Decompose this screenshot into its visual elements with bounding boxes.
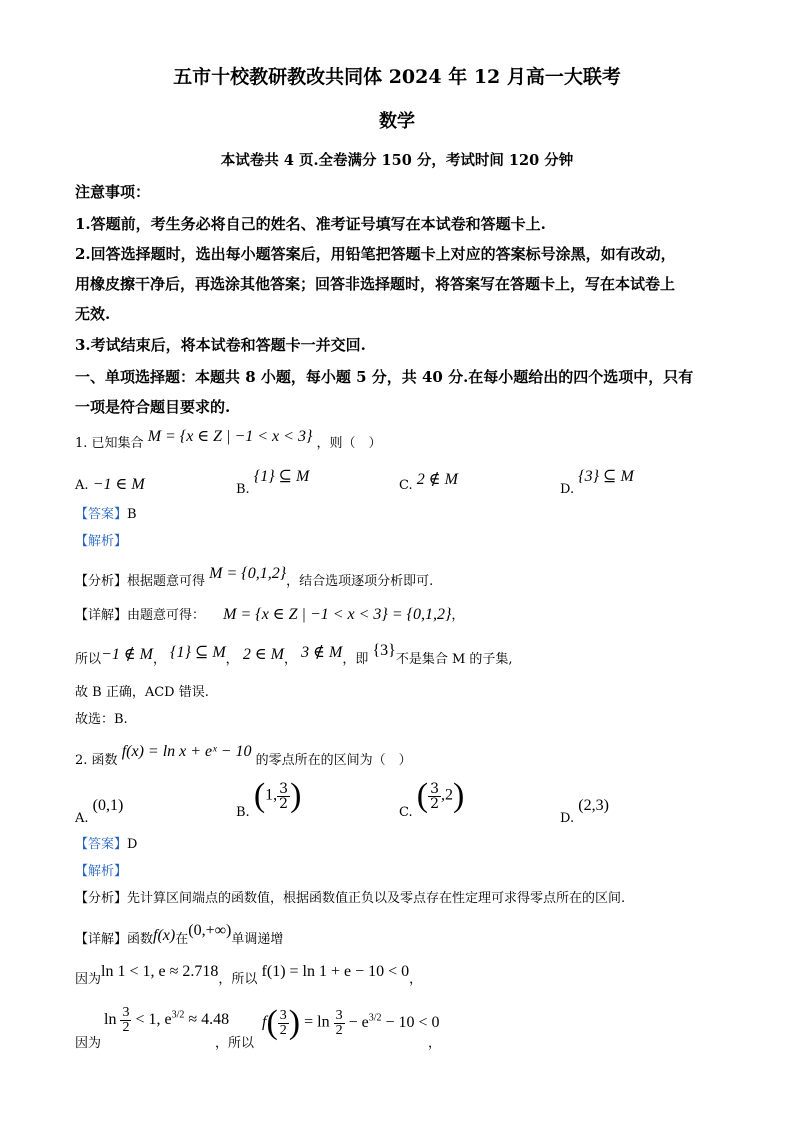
note-item-2-line1: 2.回答选择题时，选出每小题答案后，用铅笔把答题卡上对应的答案标号涂黑，如有改动， — [75, 245, 676, 263]
q1-option-a — [75, 474, 145, 494]
q2-option-c-frac — [428, 782, 441, 811]
q2-fenxi-text: 先计算区间端点的函数值，根据函数值正负以及零点存在性定理可求得零点所在的区间. — [127, 891, 626, 906]
q2-stem — [75, 743, 412, 769]
q1-detail-math: M = {x ∈ Z | −1 < x < 3} = {0,1,2} — [223, 606, 452, 623]
q2-option-c-right: ,2 — [441, 786, 454, 804]
q2-because2-mid: ，所以 — [215, 1036, 255, 1051]
q1-so-tail: 不是集合 M 的子集, — [395, 652, 513, 667]
q2-option-c-rparen: ) — [453, 777, 465, 814]
q2-detail-text3: 单调递增 — [231, 932, 284, 947]
q2-because2-ineq: < 1, $e^{3/2}$ ≈ — [135, 1009, 202, 1029]
q1-so-ji: ，即 — [342, 652, 369, 667]
q2-option-d-label: D. — [560, 811, 575, 826]
q2-because2-frac — [120, 1006, 131, 1035]
q2-because2-result — [262, 1004, 440, 1042]
notes-heading: 注意事项： — [75, 183, 151, 201]
q2-detail — [75, 922, 284, 948]
q2-because2-rparen: ) — [288, 1004, 301, 1041]
q1-fenxi-text1: 根据题意可得 — [127, 574, 206, 589]
q2-detail-tag: 【详解】 — [75, 932, 128, 947]
q1-analysis-tag: 【解析】 — [75, 534, 128, 549]
q1-option-b-math: {1} ⊆ M — [253, 468, 310, 485]
q1-answer — [75, 503, 137, 522]
q2-option-b-lparen: ( — [253, 777, 266, 814]
q2-because2-den2: 2 — [335, 1022, 343, 1038]
q1-so-line — [75, 642, 513, 668]
q2-because2-num2: 3 — [335, 1007, 343, 1023]
q2-because2-tail: − $e^{3/2} - 10 < 0$ — [348, 1012, 440, 1031]
q2-option-c-num: 3 — [430, 780, 440, 797]
q1-set-def: M = {x ∈ Z | −1 < x < 3} — [147, 428, 313, 445]
exam-title: 五市十校教研教改共同体 2024 年 12 月高一大联考 — [173, 66, 621, 88]
section1-line2: 一项是符合题目要求的. — [75, 398, 231, 416]
note-item-3: 3.考试结束后，将本试卷和答题卡一并交回. — [75, 336, 366, 354]
q1-fenxi-tag: 【分析】 — [75, 574, 128, 589]
q2-option-b-left: 1, — [265, 786, 278, 804]
q2-fenxi — [75, 887, 625, 906]
q2-func: f(x) = ln x + eˣ − 10 — [121, 743, 252, 760]
q2-because2-f: f — [262, 1013, 267, 1031]
note-item-2-line2: 用橡皮擦干净后，再选涂其他答案；回答非选择题时，将答案写在答题卡上，写在本试卷上 — [75, 275, 676, 293]
q1-so-item-1: −1 ∉ M — [101, 646, 153, 663]
q1-fenxi — [75, 565, 434, 590]
q2-because2-arg-den: 2 — [279, 1022, 287, 1038]
q2-because2-end: ， — [428, 1036, 442, 1051]
q2-because2-prefix: 因为 — [75, 1036, 102, 1051]
q2-because2-approx: 4.48 — [201, 1011, 230, 1029]
q1-final: 故选：B. — [75, 712, 128, 727]
note-item-2-line3: 无效. — [75, 305, 111, 323]
q2-option-c — [399, 777, 465, 820]
q2-detail-fx: f(x) — [153, 927, 176, 944]
q1-option-c-math: 2 ∉ M — [416, 471, 458, 488]
q2-because2-eq: = ln — [304, 1013, 330, 1031]
q1-fenxi-text2: ，结合选项逐项分析即可. — [286, 574, 434, 589]
q1-so-prefix: 所以 — [75, 652, 102, 667]
q1-option-b-label: B. — [236, 482, 250, 497]
q2-answer-value: D — [127, 837, 138, 852]
q2-because1-prefix: 因为 — [75, 972, 102, 987]
q2-option-c-label: C. — [399, 804, 413, 820]
q2-option-a-label: A. — [75, 811, 89, 826]
q2-option-a-math: (0,1) — [92, 797, 124, 814]
q1-detail-end: ， — [451, 608, 465, 623]
q1-option-d — [560, 466, 634, 497]
q1-so-sep-2: ， — [225, 652, 239, 667]
q1-so-sep-1: ， — [152, 652, 166, 667]
q2-option-d-math: (2,3) — [578, 797, 609, 814]
q2-answer — [75, 833, 137, 852]
q2-detail-interval: (0,+∞) — [188, 922, 232, 939]
q1-option-d-label: D. — [560, 482, 575, 497]
q2-analysis-tag: 【解析】 — [75, 864, 128, 879]
q2-option-a — [75, 797, 124, 826]
q1-so-item-2: {1} ⊆ M — [170, 644, 226, 661]
q2-detail-text1: 函数 — [127, 932, 154, 947]
q2-because1-mid: ，所以 — [218, 972, 258, 987]
q1-prefix: 1. 已知集合 — [75, 436, 144, 451]
q2-answer-tag: 【答案】 — [75, 837, 128, 852]
q1-so-set: {3} — [372, 642, 396, 659]
q1-answer-value: B — [127, 507, 137, 522]
q2-because2-arg-num: 3 — [279, 1007, 287, 1023]
q1-so-sep-3: ， — [284, 652, 298, 667]
q2-because2-frac2 — [334, 1009, 345, 1038]
q1-option-b — [236, 466, 310, 497]
q2-because1-result: f(1) = ln 1 + e − 10 < 0 — [261, 963, 410, 980]
q2-prefix: 2. 函数 — [75, 753, 118, 768]
q1-option-a-math: −1 ∈ M — [92, 476, 145, 493]
q1-option-c — [399, 471, 458, 494]
q1-stem — [75, 428, 382, 452]
q2-because2-lparen: ( — [266, 1004, 278, 1041]
q1-option-d-math: {3} ⊆ M — [578, 468, 634, 485]
q2-option-d — [560, 797, 609, 826]
q2-option-b-label: B. — [236, 804, 250, 820]
q1-so-item-4: 3 ∉ M — [301, 644, 343, 661]
q1-detail-tag: 【详解】 — [75, 608, 128, 623]
q2-because1 — [75, 963, 423, 988]
q2-option-b — [236, 777, 302, 820]
q2-option-b-frac — [277, 782, 290, 811]
q2-option-b-rparen: ) — [290, 777, 302, 814]
q1-detail — [75, 604, 464, 624]
q2-fenxi-tag: 【分析】 — [75, 891, 128, 906]
q1-option-a-label: A. — [75, 478, 89, 493]
subject-title: 数学 — [379, 111, 415, 132]
q1-detail-text: 由题意可得： — [127, 608, 206, 623]
q2-because2-ln: ln — [104, 1011, 117, 1029]
q2-detail-text2: 在 — [175, 932, 189, 947]
q1-answer-tag: 【答案】 — [75, 507, 128, 522]
q2-because2-den: 2 — [122, 1020, 130, 1035]
q1-conclusion: 故 B 正确，ACD 错误. — [75, 685, 209, 700]
q2-option-c-lparen: ( — [416, 777, 429, 814]
q1-fenxi-math: M = {0,1,2} — [209, 565, 287, 582]
q2-option-c-den: 2 — [430, 795, 440, 812]
q1-option-c-label: C. — [399, 478, 413, 493]
q2-because2-math — [104, 1006, 229, 1035]
q2-option-b-num: 3 — [279, 780, 289, 797]
q2-because2-num: 3 — [122, 1005, 130, 1020]
q2-suffix: 的零点所在的区间为（ ） — [255, 753, 412, 768]
exam-info: 本试卷共 4 页.全卷满分 150 分，考试时间 120 分钟 — [220, 152, 574, 169]
q1-suffix: ，则（ ） — [316, 436, 382, 451]
q2-because2-arg — [278, 1009, 289, 1038]
q1-so-item-3: 2 ∈ M — [242, 646, 284, 663]
section1-line1: 一、单项选择题：本题共 8 小题，每小题 5 分，共 40 分.在每小题给出的四个选项中，只有 — [75, 368, 694, 386]
q2-option-b-den: 2 — [279, 795, 289, 812]
q2-because1-end: ， — [409, 972, 423, 987]
note-item-1: 1.答题前，考生务必将自己的姓名、准考证号填写在本试卷和答题卡上. — [75, 215, 546, 233]
q2-because1-math: ln 1 < 1, e ≈ 2.718 — [101, 963, 219, 980]
